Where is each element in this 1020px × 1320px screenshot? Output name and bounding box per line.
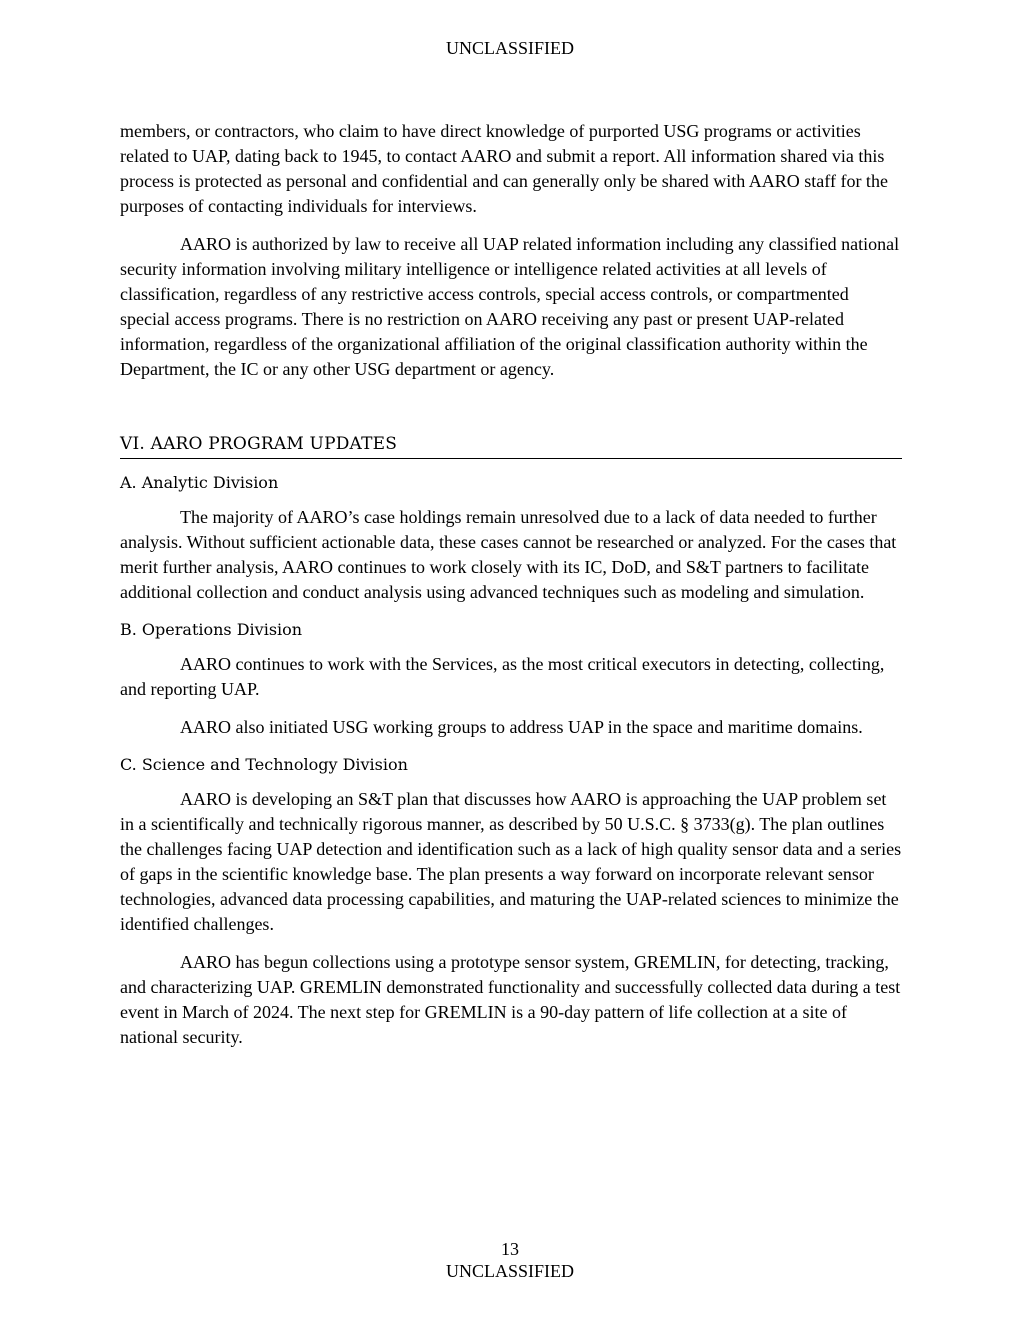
paragraph: AARO also initiated USG working groups to address UAP in the space and maritime domains.: [180, 717, 863, 737]
paragraph: AARO has begun collections using a prototype sensor system, GREMLIN, for detecting, tracking, and characterizing UAP. GREMLIN demonstrated functionality and successfully collected data during a test event in March of 2024. The next step for GREMLIN is a 90-day pattern of life collection at a site of national security.: [120, 952, 901, 1047]
paragraph: The majority of AARO’s case holdings remain unresolved due to a lack of data needed to further analysis. Without sufficient actionable data, these cases cannot be researched or analyzed. For the cases that merit further analysis, AARO continues to work closely with its IC, DoD, and S&T partners to facilitate additional collection and conduct analysis using advanced techniques such as modeling and simulation.: [120, 507, 897, 602]
subsection-heading-operations: B. Operations Division: [120, 620, 303, 639]
page-footer: [0, 1238, 1020, 1282]
subsection-heading-science-technology: C. Science and Technology Division: [120, 755, 408, 774]
classification-footer: UNCLASSIFIED: [445, 1261, 574, 1281]
paragraph: AARO continues to work with the Services, as the most critical executors in detecting, collecting, and reporting UAP.: [120, 654, 885, 699]
page-number: 13: [501, 1239, 519, 1259]
paragraph: AARO is authorized by law to receive all UAP related information including any classified national security information involving military intelligence or intelligence related activities at all levels of classification, regardless of any restrictive access controls, special access controls, or compartmented special access programs. There is no restriction on AARO receiving any past or present UAP-related information, regardless of the organizational affiliation of the original classification authority within the Department, the IC or any other USG department or agency.: [120, 234, 900, 379]
document-body: [120, 119, 902, 1063]
classification-header: UNCLASSIFIED: [445, 38, 574, 58]
paragraph: members, or contractors, who claim to have direct knowledge of purported USG programs or activities related to UAP, dating back to 1945, to contact AARO and submit a report. All information shared via this process is protected as personal and confidential and can generally only be shared with AARO staff for the purposes of contacting individuals for interviews.: [120, 121, 888, 216]
subsection-heading-analytic: A. Analytic Division: [120, 473, 279, 492]
section-heading: VI. AARO PROGRAM UPDATES: [120, 432, 902, 459]
paragraph: AARO is developing an S&T plan that discusses how AARO is approaching the UAP problem set in a scientifically and technically rigorous manner, as described by 50 U.S.C. § 3733(g). The plan outlines the challenges facing UAP detection and identification such as a lack of high quality sensor data and a series of gaps in the scientific knowledge base. The plan presents a way forward on incorporate relevant sensor technologies, advanced data processing capabilities, and maturing the UAP-related sciences to minimize the identified challenges.: [120, 789, 902, 934]
